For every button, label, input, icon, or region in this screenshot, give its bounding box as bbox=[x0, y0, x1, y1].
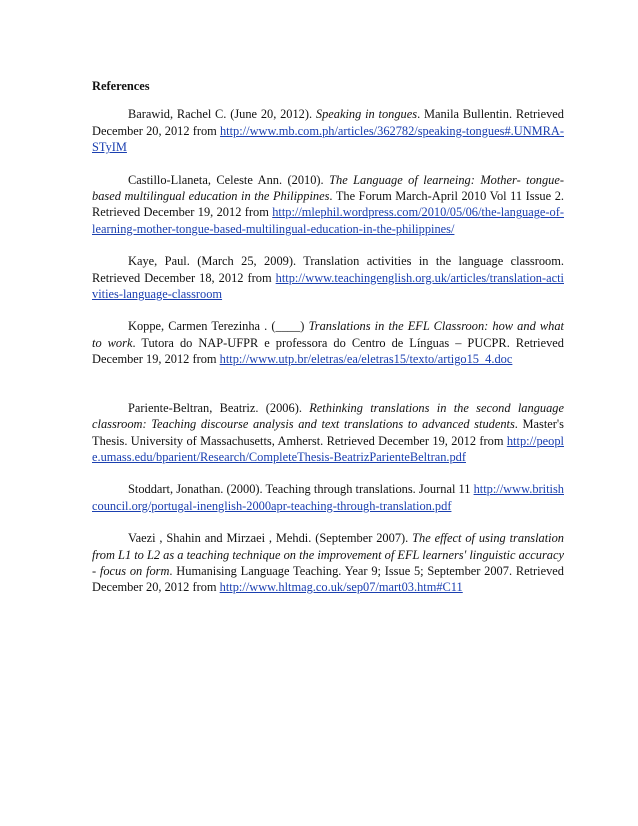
reference-entry bbox=[92, 400, 564, 466]
reference-title: Translations in the EFL Classroon: how and what to work bbox=[92, 319, 564, 350]
reference-details: . Humanising Language Teaching. Year 9; Issue 5; September 2007. Retrieved December 20, 2012 from bbox=[92, 563, 564, 595]
reference-author: Stoddart, Jonathan. (2000). Teaching through translations. Journal 11 bbox=[128, 482, 474, 497]
reference-link[interactable]: http://people.umass.edu/bparient/Research/CompleteThesis-BeatrizParienteBeltran.pdf bbox=[92, 433, 564, 464]
reference-author: Pariente-Beltran, Beatriz. (2006). bbox=[128, 400, 310, 415]
reference-title: The Language of learneing: Mother- tongue-based multilingual education in the Philippines bbox=[92, 172, 564, 204]
reference-text bbox=[92, 481, 564, 514]
reference-entry bbox=[92, 318, 564, 367]
reference-entry bbox=[92, 530, 564, 596]
reference-author: Kaye, Paul. (March 25, 2009). Translation activities in the language classroom. Retrieved December 18, 2012 from bbox=[92, 254, 564, 285]
reference-details: . Manila Bullentin. Retrieved December 20, 2012 from bbox=[92, 107, 564, 138]
reference-link[interactable]: http://www.britishcouncil.org/portugal-inenglish-2000apr-teaching-through-translation.pdf bbox=[92, 482, 564, 513]
reference-author: Barawid, Rachel C. (June 20, 2012). bbox=[128, 107, 316, 122]
reference-title: The effect of using translation from L1 to L2 as a teaching technique on the improvement of EFL learners' linguistic accuracy - focus on form bbox=[92, 531, 564, 578]
reference-text bbox=[92, 400, 564, 466]
reference-entry bbox=[92, 106, 564, 155]
reference-text bbox=[92, 106, 564, 155]
reference-link[interactable]: http://www.hltmag.co.uk/sep07/mart03.htm#C11 bbox=[219, 580, 463, 595]
reference-author: Koppe, Carmen Terezinha . (____) bbox=[128, 319, 309, 334]
reference-title: Speaking in tongues bbox=[315, 107, 418, 122]
reference-details: . The Forum March-April 2010 Vol 11 Issue 2. Retrieved December 19, 2012 from bbox=[92, 189, 564, 220]
document-page bbox=[92, 78, 564, 612]
reference-link[interactable]: http://www.teachingenglish.org.uk/articles/translation-activities-language-classroom bbox=[92, 270, 564, 302]
reference-title: Rethinking translations in the second language classroom: Teaching discourse analysis and text translations to advanced students bbox=[92, 400, 564, 432]
references-heading: References bbox=[92, 79, 150, 93]
reference-text bbox=[92, 530, 564, 596]
reference-link[interactable]: http://mlephil.wordpress.com/2010/05/06/the-language-of-learning-mother-tongue-based-multilingual-education-in-the-philippines/ bbox=[92, 205, 564, 236]
reference-author: Vaezi , Shahin and Mirzaei , Mehdi. (September 2007). bbox=[128, 531, 413, 546]
reference-text bbox=[92, 318, 564, 367]
reference-text bbox=[92, 172, 564, 238]
reference-entry bbox=[92, 481, 564, 514]
reference-author: Castillo-Llaneta, Celeste Ann. (2010). bbox=[128, 172, 330, 187]
reference-details: . Master's Thesis. University of Massachusetts, Amherst. Retrieved December 19, 2012 from bbox=[92, 417, 564, 448]
reference-entry bbox=[92, 253, 564, 302]
reference-link[interactable]: http://www.utp.br/eletras/ea/eletras15/texto/artigo15_4.doc bbox=[219, 352, 513, 367]
reference-details: . Tutora do NAP-UFPR e professora do Centro de Línguas – PUCPR. Retrieved December 19, 2012 from bbox=[92, 335, 564, 367]
reference-text bbox=[92, 253, 564, 302]
reference-link[interactable]: http://www.mb.com.ph/articles/362782/speaking-tongues#.UNMRA-STyIM bbox=[92, 123, 564, 155]
reference-entry bbox=[92, 172, 564, 238]
